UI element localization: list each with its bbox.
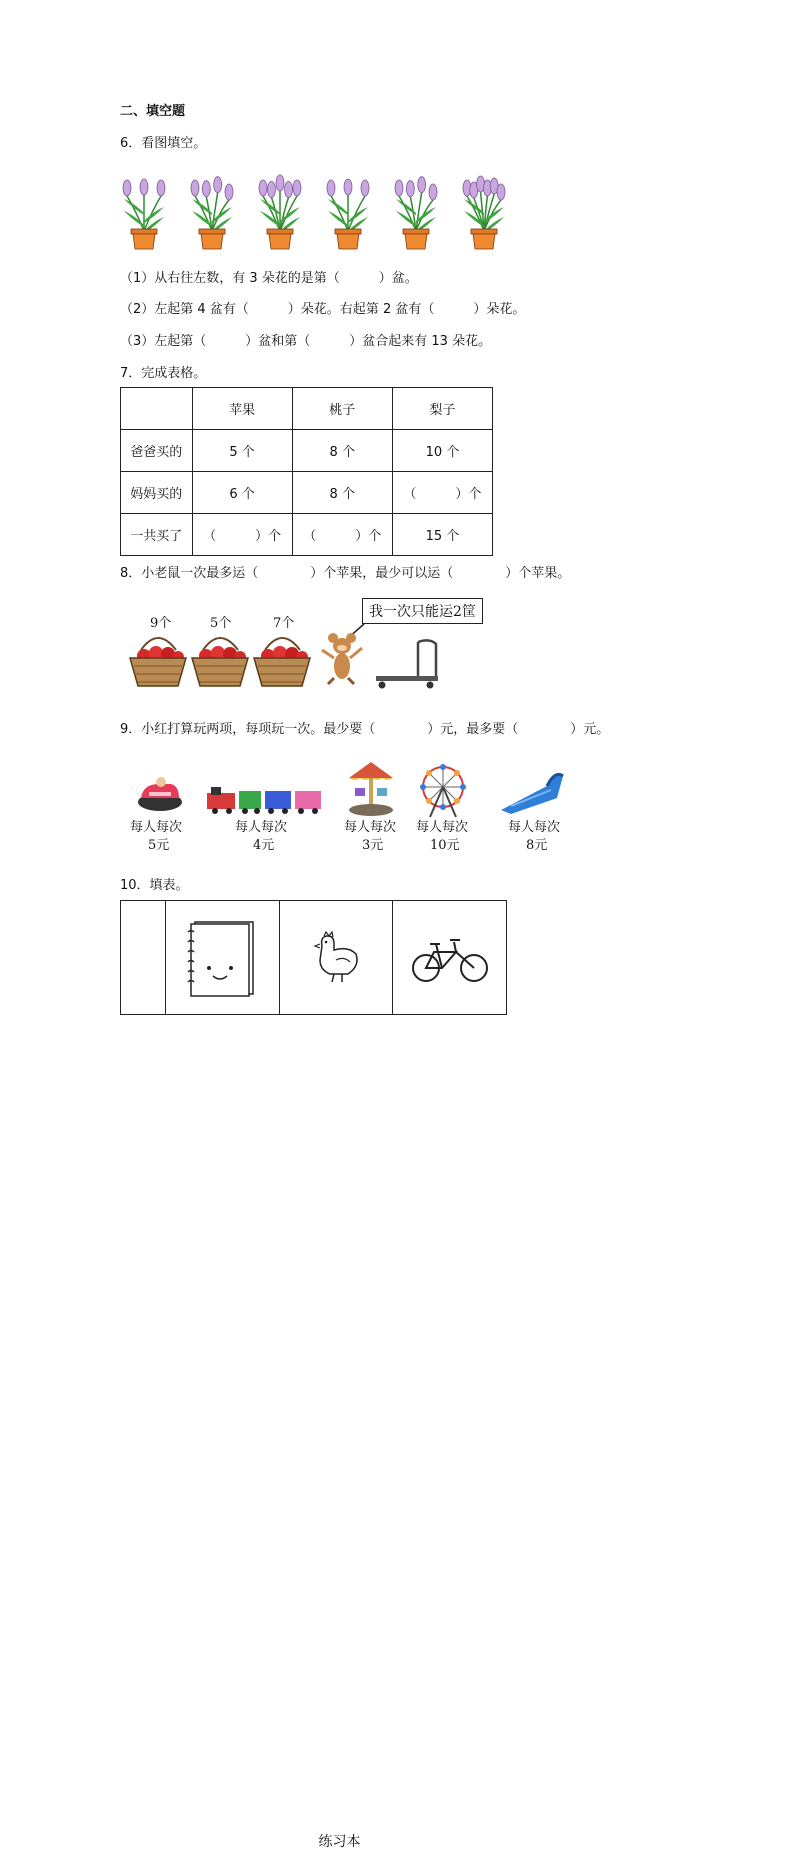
bicycle-icon	[410, 930, 490, 986]
q7-table	[120, 387, 493, 556]
table-cell: 10 个	[392, 430, 492, 472]
table-row	[121, 901, 507, 1015]
flower-pot	[463, 176, 505, 249]
q6-line-3: （3）左起第（ ）盆和第（ ）盆合起来有 13 朵花。	[120, 334, 492, 349]
hand-cart-icon	[376, 640, 438, 688]
slide-icon	[497, 766, 567, 816]
ride-price-5: 8元	[526, 838, 548, 853]
table-cell: （ ）个	[292, 514, 392, 556]
q9-title: 9．小红打算玩两项，每项玩一次。最少要（ ）元，最多要（ ）元。	[120, 722, 610, 737]
q6-title: 6．看图填空。	[120, 136, 207, 151]
table-cell: （ ）个	[392, 472, 492, 514]
ride-label-2: 每人每次	[235, 820, 288, 835]
table-row	[121, 388, 493, 430]
q10-table	[120, 900, 507, 1850]
apple-basket-icon	[192, 638, 248, 686]
ride-label-1: 每人每次	[130, 820, 183, 835]
apple-basket-icon	[130, 638, 186, 686]
q6-line-2: （2）左起第 4 盆有（ ）朵花。右起第 2 盆有（ ）朵花。	[120, 302, 526, 317]
chicken-icon	[308, 930, 364, 986]
table-cell	[279, 901, 393, 1015]
flower-pot	[123, 179, 165, 249]
notebook-icon	[187, 918, 257, 998]
table-row	[121, 514, 493, 556]
table-cell: 桃子	[292, 388, 392, 430]
table-cell: 苹果	[192, 388, 292, 430]
mouse-with-cart-illustration	[318, 618, 448, 690]
flower-pot	[327, 179, 369, 249]
table-cell: 爸爸买的	[121, 430, 193, 472]
basket-label-2: 5个	[210, 616, 232, 631]
table-cell	[165, 901, 361, 1850]
flower-pot	[191, 177, 233, 249]
q10-title: 10．填表。	[120, 878, 189, 893]
table-row	[121, 430, 493, 472]
flower-pot	[259, 175, 301, 249]
ride-price-4: 10元	[430, 838, 460, 853]
table-cell	[121, 388, 193, 430]
apple-basket-icon	[254, 638, 310, 686]
ride-label-3: 每人每次	[344, 820, 397, 835]
ride-price-3: 3元	[362, 838, 384, 853]
table-cell: （ ）个	[192, 514, 292, 556]
basket-label-1: 9个	[150, 616, 172, 631]
ferris-wheel-icon	[418, 763, 468, 819]
q6-line-1: （1）从右往左数，有 3 朵花的是第（ ）盆。	[120, 271, 418, 286]
q7-title: 7．完成表格。	[120, 366, 207, 381]
notebook-label: 练习本	[318, 1833, 361, 1850]
basket-label-3: 7个	[273, 616, 295, 631]
ride-price-1: 5元	[148, 838, 170, 853]
table-cell: 6 个	[192, 472, 292, 514]
table-cell: 15 个	[392, 514, 492, 556]
apple-baskets-illustration	[126, 632, 316, 692]
section-title: 二、填空题	[120, 104, 186, 119]
ride-price-2: 4元	[253, 838, 275, 853]
train-icon	[205, 785, 325, 815]
table-cell	[393, 901, 507, 1015]
table-cell: 5 个	[192, 430, 292, 472]
table-cell: 一共买了	[121, 514, 193, 556]
table-cell: 8 个	[292, 430, 392, 472]
ride-label-5: 每人每次	[508, 820, 561, 835]
speech-bubble: 我一次只能运2筐	[362, 598, 483, 624]
table-cell: 8 个	[292, 472, 392, 514]
bumper-car-icon	[135, 770, 185, 815]
flower-pot	[395, 177, 437, 249]
flower-pots-illustration	[120, 165, 540, 255]
table-cell: 梨子	[392, 388, 492, 430]
q8-title: 8．小老鼠一次最多运（ ）个苹果，最少可以运（ ）个苹果。	[120, 566, 571, 581]
table-row	[121, 472, 493, 514]
table-cell: 妈妈买的	[121, 472, 193, 514]
ride-label-4: 每人每次	[416, 820, 469, 835]
table-cell	[121, 901, 166, 1015]
carousel-icon	[345, 758, 397, 818]
mouse-icon	[322, 633, 362, 684]
